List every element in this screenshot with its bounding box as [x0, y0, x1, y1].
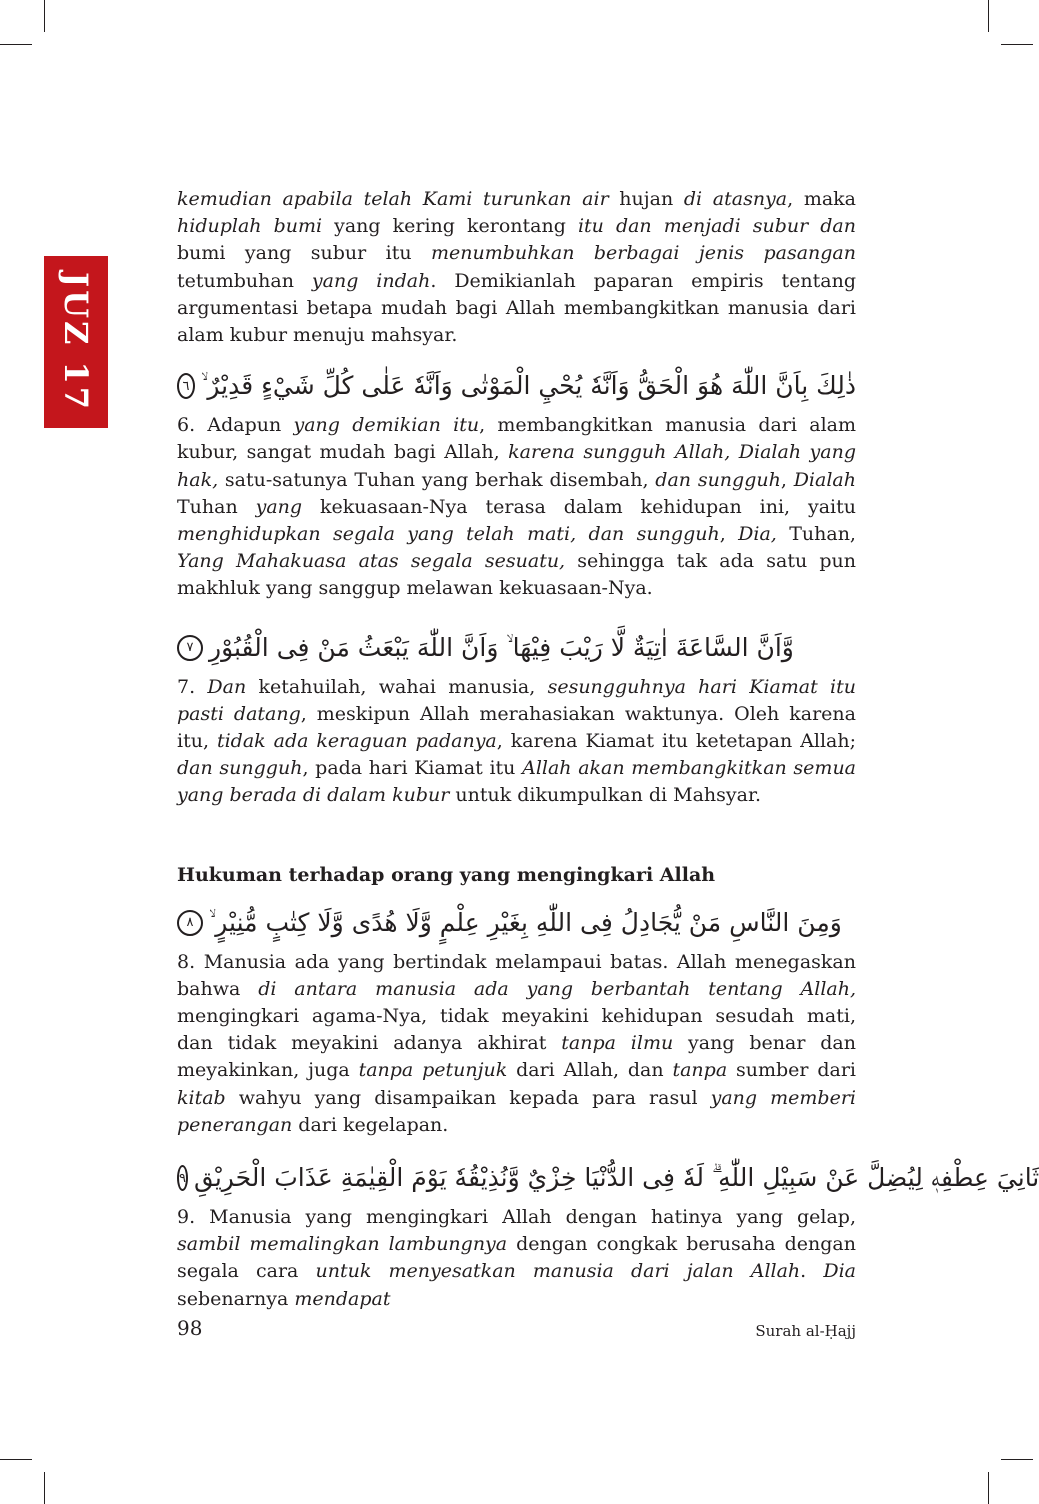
text-run: 9. Manusia yang mengingkari Allah dengan hatinya yang gelap, — [177, 1206, 856, 1229]
text-run: untuk dikumpulkan di Mahsyar. — [449, 784, 761, 807]
text-run: , maka — [787, 188, 856, 210]
crop-mark — [44, 1472, 45, 1504]
paragraph-6 — [177, 412, 856, 602]
italic-run: dan sungguh — [655, 468, 781, 491]
italic-run: tanpa — [672, 1059, 728, 1082]
text-run: dari kegelapan. — [292, 1113, 449, 1136]
text-run: hujan — [608, 188, 684, 210]
italic-run: di antara manusia ada yang berbantah tentang Allah, — [258, 977, 857, 1000]
crop-mark — [988, 0, 989, 32]
italic-run: Allah akan membangkitkan semua yang berada di dalam kubur — [177, 757, 857, 807]
ayah-6-text: ذٰلِكَ بِاَنَّ اللّٰهَ هُوَ الْحَقُّ وَاَنَّهٗ يُحْيِ الْمَوْتٰى وَاَنَّهٗ عَلٰى كُلِّ شَيْءٍ قَدِيْرٌ ۙ — [201, 371, 856, 401]
text-run: kekuasaan-Nya terasa dalam kehidupan ini, yaitu — [302, 495, 856, 518]
crop-mark — [0, 1459, 32, 1460]
italic-run: di atasnya — [683, 188, 788, 210]
italic-run: tidak ada keraguan padanya — [216, 730, 497, 753]
text-run: Tuhan, — [776, 523, 856, 546]
text-run: sumber dari — [727, 1059, 856, 1082]
paragraph-9 — [177, 1204, 856, 1313]
ayah-9 — [177, 1154, 1039, 1202]
paragraph-7 — [177, 674, 856, 810]
text-run: wahyu yang disampaikan kepada para rasul — [225, 1086, 711, 1109]
italic-run: yang — [255, 495, 303, 518]
italic-run: menghidupkan segala yang telah mati, dan sungguh — [177, 523, 720, 546]
ayah-7-text: وَّاَنَّ السَّاعَةَ اٰتِيَةٌ لَّا رَيْبَ فِيْهَا ۙ وَاَنَّ اللّٰهَ يَبْعَثُ مَنْ فِى الْقُبُوْرِ — [209, 632, 794, 662]
italic-run: mendapat — [294, 1287, 391, 1310]
crop-mark — [988, 1472, 989, 1504]
ayah-8-text: وَمِنَ النَّاسِ مَنْ يُّجَادِلُ فِى اللّٰهِ بِغَيْرِ عِلْمٍ وَّلَا هُدًى وَّلَا كِتٰبٍ مُّنِيْرٍ ۙ — [209, 907, 842, 937]
text-run: sehingga tak ada satu pun makhluk yang sanggup melawan kekuasaan-Nya. — [177, 550, 857, 600]
italic-run: yang demikian itu — [293, 414, 480, 437]
text-run: , — [780, 468, 794, 491]
ayah-7 — [177, 624, 856, 672]
italic-run: tanpa ilmu — [561, 1032, 674, 1055]
text-run: Tuhan — [177, 495, 256, 518]
italic-run: hiduplah bumi — [177, 215, 323, 238]
text-run: yang kering kerontang — [322, 215, 578, 238]
text-run: , pada hari Kiamat itu — [302, 757, 523, 780]
section-heading: Hukuman terhadap orang yang mengingkari Allah — [177, 863, 716, 886]
italic-run: Dia, — [738, 523, 777, 546]
italic-run: kitab — [177, 1086, 226, 1109]
italic-run: tanpa petunjuk — [358, 1059, 508, 1082]
crop-mark — [1001, 1459, 1033, 1460]
text-run: yang benar dan meyakinkan, juga — [177, 1032, 856, 1082]
italic-run: menumbuhkan berbagai jenis pasangan — [431, 242, 856, 265]
text-run: ketahuilah, wahai manusia, — [246, 675, 548, 698]
text-run: sebenarnya — [177, 1287, 295, 1310]
text-run: . Demikianlah paparan empiris tentang argumentasi betapa mudah bagi Allah membangkitkan manusia dari alam kubur menuju mahsyar. — [177, 269, 856, 347]
page-number: 98 — [177, 1316, 203, 1340]
italic-run: sambil memalingkan lambungnya — [177, 1233, 508, 1256]
italic-run: sesungguhnya hari Kiamat itu pasti datang — [177, 675, 857, 725]
italic-run: kemudian apabila telah Kami turunkan air — [177, 188, 609, 210]
crop-mark — [0, 44, 32, 45]
text-run: 6. Adapun — [177, 414, 294, 437]
crop-mark — [1001, 44, 1033, 45]
italic-run: Dan — [207, 675, 247, 698]
running-title: Surah al-Ḥajj — [755, 1322, 856, 1340]
text-run: 8. Manusia ada yang bertindak melampaui batas. Allah menegaskan bahwa — [177, 950, 856, 1000]
text-run: dengan congkak berusaha dengan segala cara — [177, 1233, 856, 1283]
text-run: , meskipun Allah merahasiakan waktunya. Oleh karena itu, — [177, 702, 856, 753]
ayah-9-text: ثَانِيَ عِطْفِهٖ لِيُضِلَّ عَنْ سَبِيْلِ اللّٰهِ ۗ لَهٗ فِى الدُّنْيَا خِزْيٌ وَّنُذِيْقُهٗ يَوْمَ الْقِيٰمَةِ عَذَابَ الْحَرِيْقِ — [193, 1163, 1039, 1193]
text-run: dari Allah, dan — [507, 1059, 673, 1082]
text-run: mengingkari agama-Nya, tidak meyakini kehidupan sesudah mati, dan tidak meyakini adanya akhirat — [177, 1005, 856, 1055]
italic-run: untuk menyesatkan manusia dari jalan Allah — [315, 1260, 801, 1283]
text-run: , karena Kiamat itu ketetapan Allah; — [496, 730, 857, 753]
ayah-8 — [177, 899, 856, 947]
text-run: satu-satunya Tuhan yang berhak disembah, — [218, 468, 656, 491]
ayah-number-marker: ٧ — [177, 635, 203, 661]
crop-mark — [44, 0, 45, 32]
page-content — [177, 186, 1039, 1313]
ayah-6 — [177, 362, 856, 410]
italic-run: yang indah — [311, 269, 431, 292]
ayah-number-marker: ٨ — [177, 910, 203, 936]
italic-run: itu dan menjadi subur dan — [577, 215, 856, 238]
text-run: , — [719, 523, 739, 546]
italic-run: Dialah — [793, 468, 856, 491]
paragraph-8 — [177, 949, 856, 1139]
text-run: , membangkitkan manusia dari alam kubur, sangat mudah bagi Allah, — [177, 414, 856, 464]
ayah-number-marker: ٩ — [177, 1165, 188, 1191]
paragraph-5-continuation — [177, 186, 856, 349]
italic-run: Yang Mahakuasa atas segala sesuatu, — [177, 550, 566, 573]
italic-run: dan sungguh — [177, 757, 303, 780]
italic-run: yang memberi penerangan — [177, 1086, 856, 1136]
text-run: . — [800, 1260, 824, 1283]
ayah-number-marker: ٦ — [177, 373, 195, 399]
italic-run: karena sungguh Allah, Dialah yang hak, — [177, 441, 856, 491]
juz-label: JUZ 17 — [57, 271, 96, 413]
text-run: 7. — [177, 675, 208, 698]
italic-run: Dia — [823, 1260, 856, 1283]
text-run: bumi yang subur itu — [177, 242, 432, 265]
text-run: tetumbuhan — [177, 269, 312, 292]
juz-tab — [44, 256, 108, 428]
